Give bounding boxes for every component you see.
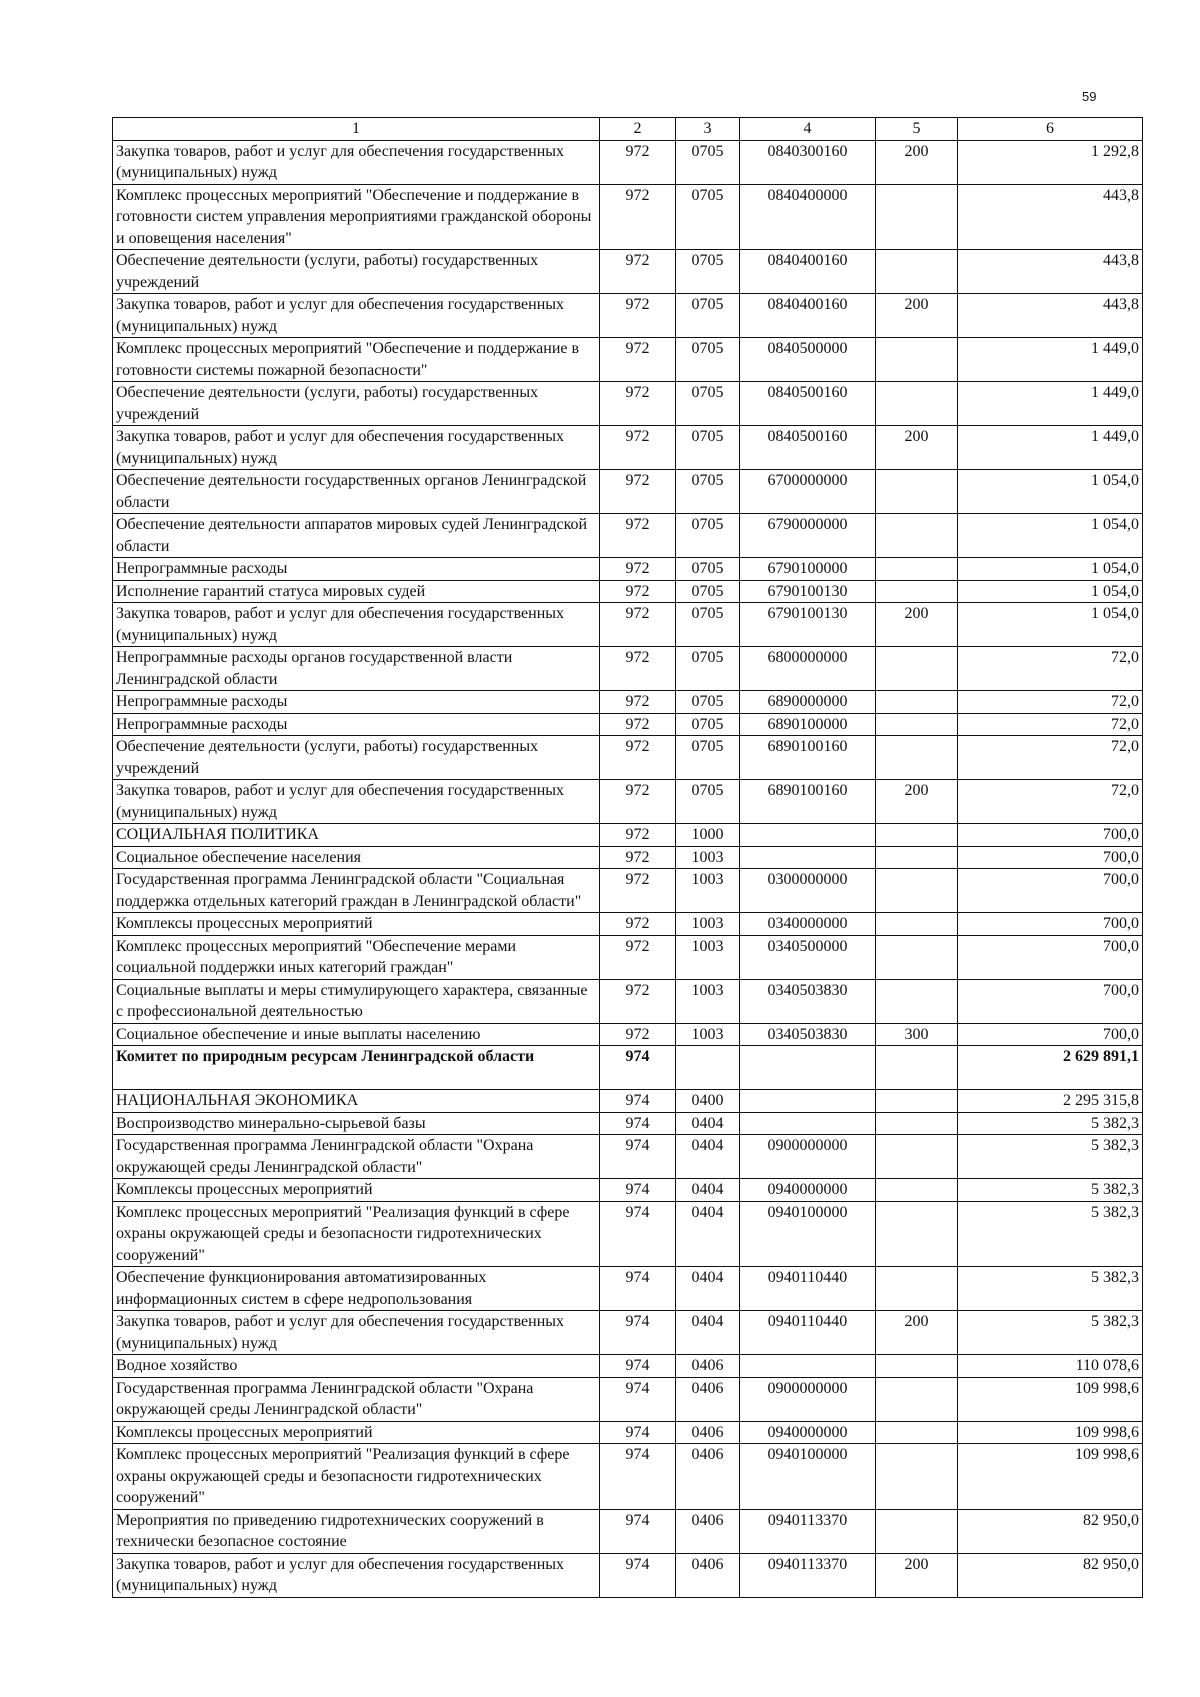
row-amount-cell: 1 054,0 — [958, 603, 1143, 647]
row-target-cell: 0900000000 — [740, 1377, 876, 1421]
row-amount-cell: 109 998,6 — [958, 1444, 1143, 1510]
row-grbs-cell: 972 — [600, 580, 676, 603]
row-section-cell: 0404 — [676, 1267, 740, 1311]
row-name-cell: Комплексы процессных мероприятий — [113, 913, 600, 936]
row-amount-cell: 5 382,3 — [958, 1201, 1143, 1267]
row-target-cell: 0840400000 — [740, 184, 876, 250]
row-target-cell: 0840500000 — [740, 338, 876, 382]
row-target-cell: 0840400160 — [740, 250, 876, 294]
row-name-cell: Обеспечение деятельности (услуги, работы) государственных учреждений — [113, 736, 600, 780]
column-header: 6 — [958, 118, 1143, 141]
row-name-cell: Закупка товаров, работ и услуг для обеспечения государственных (муниципальных) нужд — [113, 780, 600, 824]
row-amount-cell: 1 054,0 — [958, 514, 1143, 558]
row-name-cell: Государственная программа Ленинградской области "Охрана окружающей среды Ленинградской области" — [113, 1377, 600, 1421]
row-vr-cell — [876, 580, 958, 603]
table-row — [113, 140, 1143, 184]
table-row — [113, 580, 1143, 603]
row-name-cell: Комплекс процессных мероприятий "Реализация функций в сфере охраны окружающей среды и безопасности гидротехнических сооружений" — [113, 1444, 600, 1510]
table-row — [113, 824, 1143, 847]
row-section-cell: 0705 — [676, 426, 740, 470]
row-target-cell: 6890100000 — [740, 713, 876, 736]
table-row — [113, 1090, 1143, 1113]
row-vr-cell — [876, 250, 958, 294]
row-section-cell: 0705 — [676, 140, 740, 184]
table-row — [113, 514, 1143, 558]
row-section-cell: 0406 — [676, 1421, 740, 1444]
row-name-cell: НАЦИОНАЛЬНАЯ ЭКОНОМИКА — [113, 1090, 600, 1113]
row-grbs-cell: 972 — [600, 470, 676, 514]
table-row — [113, 1135, 1143, 1179]
row-amount-cell: 1 292,8 — [958, 140, 1143, 184]
row-target-cell — [740, 846, 876, 869]
row-name-cell: СОЦИАЛЬНАЯ ПОЛИТИКА — [113, 824, 600, 847]
row-section-cell: 0705 — [676, 470, 740, 514]
row-amount-cell: 82 950,0 — [958, 1509, 1143, 1553]
row-vr-cell: 200 — [876, 140, 958, 184]
row-name-cell: Закупка товаров, работ и услуг для обеспечения государственных (муниципальных) нужд — [113, 426, 600, 470]
row-section-cell: 1003 — [676, 846, 740, 869]
row-grbs-cell: 972 — [600, 382, 676, 426]
row-grbs-cell: 972 — [600, 426, 676, 470]
row-amount-cell: 5 382,3 — [958, 1135, 1143, 1179]
row-grbs-cell: 972 — [600, 846, 676, 869]
row-name-cell: Государственная программа Ленинградской области "Социальная поддержка отдельных категорий граждан в Ленинградской области" — [113, 869, 600, 913]
row-target-cell: 0940100000 — [740, 1201, 876, 1267]
row-section-cell: 0406 — [676, 1355, 740, 1378]
row-target-cell: 0340500000 — [740, 935, 876, 979]
table-row — [113, 338, 1143, 382]
row-grbs-cell: 974 — [600, 1090, 676, 1113]
column-header: 3 — [676, 118, 740, 141]
row-vr-cell — [876, 1421, 958, 1444]
row-target-cell: 6790100130 — [740, 603, 876, 647]
table-row — [113, 470, 1143, 514]
table-row — [113, 1444, 1143, 1510]
row-target-cell — [740, 1355, 876, 1378]
table-row — [113, 184, 1143, 250]
row-section-cell: 1003 — [676, 869, 740, 913]
row-amount-cell: 443,8 — [958, 184, 1143, 250]
row-vr-cell — [876, 1201, 958, 1267]
row-vr-cell — [876, 184, 958, 250]
table-row — [113, 250, 1143, 294]
row-grbs-cell: 972 — [600, 603, 676, 647]
row-name-cell: Социальные выплаты и меры стимулирующего характера, связанные с профессиональной деятельностью — [113, 979, 600, 1023]
row-amount-cell: 1 449,0 — [958, 382, 1143, 426]
row-name-cell: Закупка товаров, работ и услуг для обеспечения государственных (муниципальных) нужд — [113, 1311, 600, 1355]
row-section-cell: 0705 — [676, 736, 740, 780]
row-target-cell — [740, 824, 876, 847]
row-target-cell: 0340503830 — [740, 979, 876, 1023]
row-section-cell: 0705 — [676, 691, 740, 714]
row-grbs-cell: 974 — [600, 1421, 676, 1444]
table-row — [113, 382, 1143, 426]
row-vr-cell — [876, 1355, 958, 1378]
table-row — [113, 736, 1143, 780]
row-target-cell: 0940000000 — [740, 1421, 876, 1444]
row-target-cell: 6790000000 — [740, 514, 876, 558]
row-grbs-cell: 974 — [600, 1135, 676, 1179]
row-vr-cell — [876, 713, 958, 736]
row-target-cell: 0940000000 — [740, 1179, 876, 1202]
row-name-cell: Комплекс процессных мероприятий "Обеспечение мерами социальной поддержки иных категорий граждан" — [113, 935, 600, 979]
row-section-cell: 0705 — [676, 184, 740, 250]
row-section-cell: 0406 — [676, 1444, 740, 1510]
table-row — [113, 294, 1143, 338]
row-target-cell: 0340000000 — [740, 913, 876, 936]
row-vr-cell — [876, 846, 958, 869]
row-amount-cell: 5 382,3 — [958, 1267, 1143, 1311]
row-vr-cell — [876, 1509, 958, 1553]
row-vr-cell — [876, 382, 958, 426]
row-name-cell: Закупка товаров, работ и услуг для обеспечения государственных (муниципальных) нужд — [113, 603, 600, 647]
row-amount-cell: 1 449,0 — [958, 426, 1143, 470]
row-vr-cell — [876, 1090, 958, 1113]
row-grbs-cell: 974 — [600, 1179, 676, 1202]
row-section-cell: 0404 — [676, 1112, 740, 1135]
row-amount-cell: 700,0 — [958, 869, 1143, 913]
row-section-cell: 0705 — [676, 780, 740, 824]
row-vr-cell — [876, 691, 958, 714]
row-target-cell: 6790100130 — [740, 580, 876, 603]
row-section-cell: 1003 — [676, 913, 740, 936]
row-vr-cell — [876, 1444, 958, 1510]
row-name-cell: Закупка товаров, работ и услуг для обеспечения государственных (муниципальных) нужд — [113, 1553, 600, 1597]
row-grbs-cell: 972 — [600, 294, 676, 338]
row-amount-cell: 72,0 — [958, 713, 1143, 736]
table-row — [113, 913, 1143, 936]
row-target-cell: 6890100160 — [740, 736, 876, 780]
row-name-cell: Обеспечение деятельности аппаратов мировых судей Ленинградской области — [113, 514, 600, 558]
row-vr-cell — [876, 736, 958, 780]
row-vr-cell — [876, 869, 958, 913]
row-amount-cell: 110 078,6 — [958, 1355, 1143, 1378]
row-section-cell: 0705 — [676, 382, 740, 426]
row-grbs-cell: 972 — [600, 514, 676, 558]
row-grbs-cell: 972 — [600, 824, 676, 847]
row-grbs-cell: 974 — [600, 1355, 676, 1378]
row-amount-cell: 1 054,0 — [958, 580, 1143, 603]
row-grbs-cell: 972 — [600, 1023, 676, 1046]
row-target-cell: 6890000000 — [740, 691, 876, 714]
table-row — [113, 1421, 1143, 1444]
row-section-cell: 0406 — [676, 1377, 740, 1421]
row-vr-cell — [876, 1377, 958, 1421]
row-vr-cell: 200 — [876, 1311, 958, 1355]
column-header: 4 — [740, 118, 876, 141]
row-vr-cell: 200 — [876, 780, 958, 824]
table-row — [113, 1112, 1143, 1135]
table-row — [113, 1311, 1143, 1355]
row-section-cell: 0400 — [676, 1090, 740, 1113]
row-name-cell: Комплексы процессных мероприятий — [113, 1179, 600, 1202]
row-section-cell: 0705 — [676, 514, 740, 558]
table-body — [113, 140, 1143, 1597]
row-name-cell: Закупка товаров, работ и услуг для обеспечения государственных (муниципальных) нужд — [113, 294, 600, 338]
row-target-cell: 0900000000 — [740, 1135, 876, 1179]
row-vr-cell — [876, 470, 958, 514]
table-row — [113, 1509, 1143, 1553]
row-grbs-cell: 972 — [600, 558, 676, 581]
row-target-cell: 0840300160 — [740, 140, 876, 184]
row-section-cell: 0406 — [676, 1553, 740, 1597]
table-row — [113, 1267, 1143, 1311]
column-header: 2 — [600, 118, 676, 141]
row-section-cell: 0705 — [676, 647, 740, 691]
row-grbs-cell: 974 — [600, 1201, 676, 1267]
row-name-cell: Мероприятия по приведению гидротехнических сооружений в технически безопасное состояние — [113, 1509, 600, 1553]
row-section-cell: 0705 — [676, 713, 740, 736]
table-row — [113, 846, 1143, 869]
row-grbs-cell: 972 — [600, 338, 676, 382]
row-amount-cell: 72,0 — [958, 647, 1143, 691]
row-amount-cell: 5 382,3 — [958, 1311, 1143, 1355]
row-name-cell: Обеспечение деятельности (услуги, работы) государственных учреждений — [113, 250, 600, 294]
row-amount-cell: 700,0 — [958, 913, 1143, 936]
row-target-cell: 0940113370 — [740, 1509, 876, 1553]
row-vr-cell — [876, 1112, 958, 1135]
row-amount-cell: 700,0 — [958, 1023, 1143, 1046]
row-target-cell: 0300000000 — [740, 869, 876, 913]
row-grbs-cell: 974 — [600, 1311, 676, 1355]
row-grbs-cell: 974 — [600, 1046, 676, 1090]
row-vr-cell: 200 — [876, 1553, 958, 1597]
row-target-cell — [740, 1090, 876, 1113]
row-amount-cell: 109 998,6 — [958, 1421, 1143, 1444]
row-name-cell: Закупка товаров, работ и услуг для обеспечения государственных (муниципальных) нужд — [113, 140, 600, 184]
row-vr-cell — [876, 1046, 958, 1090]
row-grbs-cell: 974 — [600, 1509, 676, 1553]
row-target-cell: 6890100160 — [740, 780, 876, 824]
row-amount-cell: 1 054,0 — [958, 558, 1143, 581]
row-section-cell: 1003 — [676, 979, 740, 1023]
row-grbs-cell: 974 — [600, 1112, 676, 1135]
row-target-cell: 0940100000 — [740, 1444, 876, 1510]
table-row — [113, 603, 1143, 647]
row-amount-cell: 5 382,3 — [958, 1112, 1143, 1135]
row-grbs-cell: 974 — [600, 1444, 676, 1510]
row-grbs-cell: 972 — [600, 691, 676, 714]
row-name-cell: Обеспечение функционирования автоматизированных информационных систем в сфере недропользования — [113, 1267, 600, 1311]
row-grbs-cell: 972 — [600, 780, 676, 824]
column-number-row — [113, 118, 1143, 141]
row-section-cell: 1000 — [676, 824, 740, 847]
row-target-cell: 6800000000 — [740, 647, 876, 691]
row-amount-cell: 1 449,0 — [958, 338, 1143, 382]
row-vr-cell: 200 — [876, 294, 958, 338]
row-amount-cell: 443,8 — [958, 250, 1143, 294]
row-target-cell: 0940113370 — [740, 1553, 876, 1597]
row-amount-cell: 72,0 — [958, 691, 1143, 714]
row-name-cell: Социальное обеспечение и иные выплаты населению — [113, 1023, 600, 1046]
row-amount-cell: 443,8 — [958, 294, 1143, 338]
row-section-cell: 0705 — [676, 338, 740, 382]
row-section-cell: 0705 — [676, 250, 740, 294]
row-target-cell: 0840400160 — [740, 294, 876, 338]
table-row — [113, 1201, 1143, 1267]
table-row — [113, 1355, 1143, 1378]
row-amount-cell: 700,0 — [958, 824, 1143, 847]
row-name-cell: Комплексы процессных мероприятий — [113, 1421, 600, 1444]
table-row — [113, 647, 1143, 691]
row-vr-cell — [876, 514, 958, 558]
row-grbs-cell: 974 — [600, 1553, 676, 1597]
row-target-cell: 6700000000 — [740, 470, 876, 514]
row-vr-cell — [876, 935, 958, 979]
row-amount-cell: 72,0 — [958, 780, 1143, 824]
table-row — [113, 558, 1143, 581]
column-header: 1 — [113, 118, 600, 141]
row-vr-cell — [876, 1267, 958, 1311]
row-grbs-cell: 972 — [600, 184, 676, 250]
table-row — [113, 691, 1143, 714]
page-number: 59 — [1082, 89, 1097, 104]
table-row — [113, 1377, 1143, 1421]
row-section-cell: 1003 — [676, 935, 740, 979]
table-header — [113, 118, 1143, 141]
row-name-cell: Комплекс процессных мероприятий "Обеспечение и поддержание в готовности систем управления мероприятиями гражданской обороны и оповещения населения" — [113, 184, 600, 250]
row-section-cell: 0404 — [676, 1311, 740, 1355]
row-name-cell: Комплекс процессных мероприятий "Обеспечение и поддержание в готовности системы пожарной безопасности" — [113, 338, 600, 382]
row-grbs-cell: 972 — [600, 935, 676, 979]
row-grbs-cell: 972 — [600, 713, 676, 736]
row-section-cell: 0705 — [676, 558, 740, 581]
row-amount-cell: 109 998,6 — [958, 1377, 1143, 1421]
row-vr-cell — [876, 1179, 958, 1202]
row-grbs-cell: 972 — [600, 250, 676, 294]
table-row — [113, 713, 1143, 736]
row-grbs-cell: 972 — [600, 736, 676, 780]
row-vr-cell: 200 — [876, 603, 958, 647]
row-amount-cell: 700,0 — [958, 846, 1143, 869]
row-section-cell — [676, 1046, 740, 1090]
row-section-cell: 0406 — [676, 1509, 740, 1553]
row-vr-cell — [876, 1135, 958, 1179]
row-target-cell — [740, 1112, 876, 1135]
row-grbs-cell: 974 — [600, 1377, 676, 1421]
row-target-cell: 0940110440 — [740, 1267, 876, 1311]
row-amount-cell: 2 295 315,8 — [958, 1090, 1143, 1113]
row-vr-cell — [876, 824, 958, 847]
row-grbs-cell: 972 — [600, 913, 676, 936]
row-grbs-cell: 972 — [600, 647, 676, 691]
row-grbs-cell: 974 — [600, 1267, 676, 1311]
row-amount-cell: 82 950,0 — [958, 1553, 1143, 1597]
row-amount-cell: 1 054,0 — [958, 470, 1143, 514]
row-name-cell: Непрограммные расходы — [113, 713, 600, 736]
row-vr-cell — [876, 647, 958, 691]
row-section-cell: 0705 — [676, 580, 740, 603]
row-name-cell: Водное хозяйство — [113, 1355, 600, 1378]
row-target-cell: 0340503830 — [740, 1023, 876, 1046]
row-amount-cell: 5 382,3 — [958, 1179, 1143, 1202]
table-row — [113, 426, 1143, 470]
row-grbs-cell: 972 — [600, 140, 676, 184]
row-amount-cell: 2 629 891,1 — [958, 1046, 1143, 1090]
table-row — [113, 1179, 1143, 1202]
row-name-cell: Непрограммные расходы — [113, 558, 600, 581]
row-amount-cell: 72,0 — [958, 736, 1143, 780]
row-target-cell: 6790100000 — [740, 558, 876, 581]
row-section-cell: 1003 — [676, 1023, 740, 1046]
table-row — [113, 780, 1143, 824]
row-target-cell — [740, 1046, 876, 1090]
row-name-cell: Непрограммные расходы — [113, 691, 600, 714]
row-grbs-cell: 972 — [600, 869, 676, 913]
row-name-cell: Обеспечение деятельности (услуги, работы) государственных учреждений — [113, 382, 600, 426]
row-amount-cell: 700,0 — [958, 935, 1143, 979]
row-section-cell: 0404 — [676, 1179, 740, 1202]
row-name-cell: Государственная программа Ленинградской области "Охрана окружающей среды Ленинградской области" — [113, 1135, 600, 1179]
table-row — [113, 1023, 1143, 1046]
row-vr-cell — [876, 913, 958, 936]
row-name-cell: Воспроизводство минерально-сырьевой базы — [113, 1112, 600, 1135]
row-section-cell: 0404 — [676, 1135, 740, 1179]
row-target-cell: 0840500160 — [740, 382, 876, 426]
row-section-cell: 0705 — [676, 603, 740, 647]
row-vr-cell — [876, 979, 958, 1023]
row-target-cell: 0840500160 — [740, 426, 876, 470]
row-name-cell: Комплекс процессных мероприятий "Реализация функций в сфере охраны окружающей среды и безопасности гидротехнических сооружений" — [113, 1201, 600, 1267]
row-name-cell: Комитет по природным ресурсам Ленинградской области — [113, 1046, 600, 1090]
row-amount-cell: 700,0 — [958, 979, 1143, 1023]
table-row — [113, 935, 1143, 979]
row-vr-cell — [876, 338, 958, 382]
table-row — [113, 869, 1143, 913]
table-row — [113, 1553, 1143, 1597]
row-name-cell: Исполнение гарантий статуса мировых судей — [113, 580, 600, 603]
row-vr-cell: 300 — [876, 1023, 958, 1046]
row-grbs-cell: 972 — [600, 979, 676, 1023]
row-section-cell: 0705 — [676, 294, 740, 338]
row-name-cell: Социальное обеспечение населения — [113, 846, 600, 869]
table-row — [113, 1046, 1143, 1090]
row-name-cell: Непрограммные расходы органов государственной власти Ленинградской области — [113, 647, 600, 691]
column-header: 5 — [876, 118, 958, 141]
budget-table — [112, 117, 1143, 1598]
row-vr-cell: 200 — [876, 426, 958, 470]
table-row — [113, 979, 1143, 1023]
row-name-cell: Обеспечение деятельности государственных органов Ленинградской области — [113, 470, 600, 514]
row-section-cell: 0404 — [676, 1201, 740, 1267]
row-target-cell: 0940110440 — [740, 1311, 876, 1355]
row-vr-cell — [876, 558, 958, 581]
